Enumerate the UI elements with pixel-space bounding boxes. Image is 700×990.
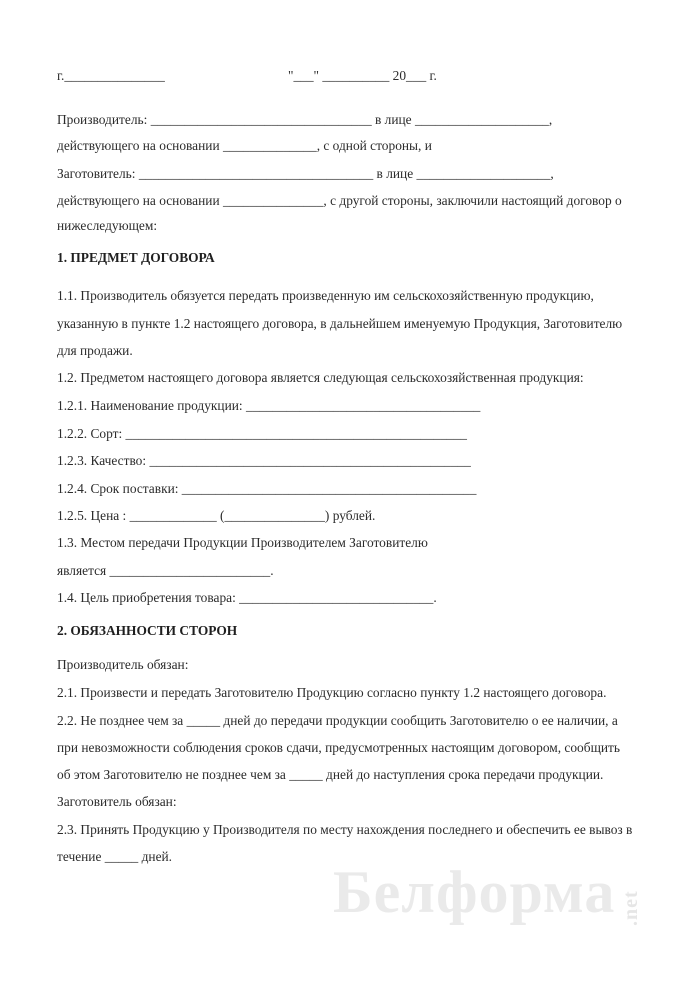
procurer-obliged-label: Заготовитель обязан: [57,794,177,809]
parties-line-5: нижеследующем: [57,218,158,233]
section-2-title: 2. ОБЯЗАННОСТИ СТОРОН [57,623,238,638]
clause-2-3-line-2: течение _____ дней. [57,849,173,864]
clause-1-1-line-2: указанную в пункте 1.2 настоящего договора, в дальнейшем именуемую Продукция, Заготовителю [57,316,623,331]
clause-2-2-line-3: об этом Заготовителю не позднее чем за _____ дней до наступления срока передачи продукции. [57,767,604,782]
clause-2-1: 2.1. Произвести и передать Заготовителю Продукцию согласно пункту 1.2 настоящего договора. [57,685,607,700]
clause-2-2-line-1: 2.2. Не позднее чем за _____ дней до передачи продукции сообщить Заготовителю о ее наличии, а [57,713,618,728]
clause-1-2-3: 1.2.3. Качество: ________________________________________________ [57,453,471,468]
clause-1-2-5: 1.2.5. Цена : _____________ (_______________) рублей. [57,508,376,523]
watermark-logo [333,859,642,926]
clause-1-1-line-1: 1.1. Производитель обязуется передать произведенную им сельскохозяйственную продукцию, [57,288,594,303]
clause-1-3-line-1: 1.3. Местом передачи Продукции Производителем Заготовителю [57,535,428,550]
producer-obliged-label: Производитель обязан: [57,657,189,672]
date-field: "___" __________ 20___ г. [288,68,437,83]
clause-1-2-4: 1.2.4. Срок поставки: ____________________________________________ [57,481,477,496]
section-1-title: 1. ПРЕДМЕТ ДОГОВОРА [57,250,215,265]
parties-line-2: действующего на основании ______________, с одной стороны, и [57,138,432,153]
parties-line-1: Производитель: _________________________________ в лице ____________________, [57,112,553,127]
clause-1-2: 1.2. Предметом настоящего договора является следующая сельскохозяйственная продукция: [57,370,584,385]
clause-1-4: 1.4. Цель приобретения товара: _____________________________. [57,590,437,605]
clause-1-2-2: 1.2.2. Сорт: ___________________________________________________ [57,426,468,441]
clause-1-2-1: 1.2.1. Наименование продукции: ___________________________________ [57,398,481,413]
clause-1-1-line-3: для продажи. [57,343,133,358]
clause-2-2-line-2: при невозможности соблюдения сроков сдачи, предусмотренных настоящим договором, сообщить [57,740,621,755]
watermark-suffix: .net [620,890,642,926]
clause-1-3-line-2: является ________________________. [57,563,274,578]
parties-line-3: Заготовитель: ___________________________________ в лице ____________________, [57,166,554,181]
clause-2-3-line-1: 2.3. Принять Продукцию у Производителя по месту нахождения последнего и обеспечить ее вывоз в [57,822,633,837]
watermark-text: Белформа [333,859,616,925]
parties-line-4: действующего на основании _______________, с другой стороны, заключили настоящий договор о [57,193,622,208]
city-field: г._______________ [57,68,165,83]
